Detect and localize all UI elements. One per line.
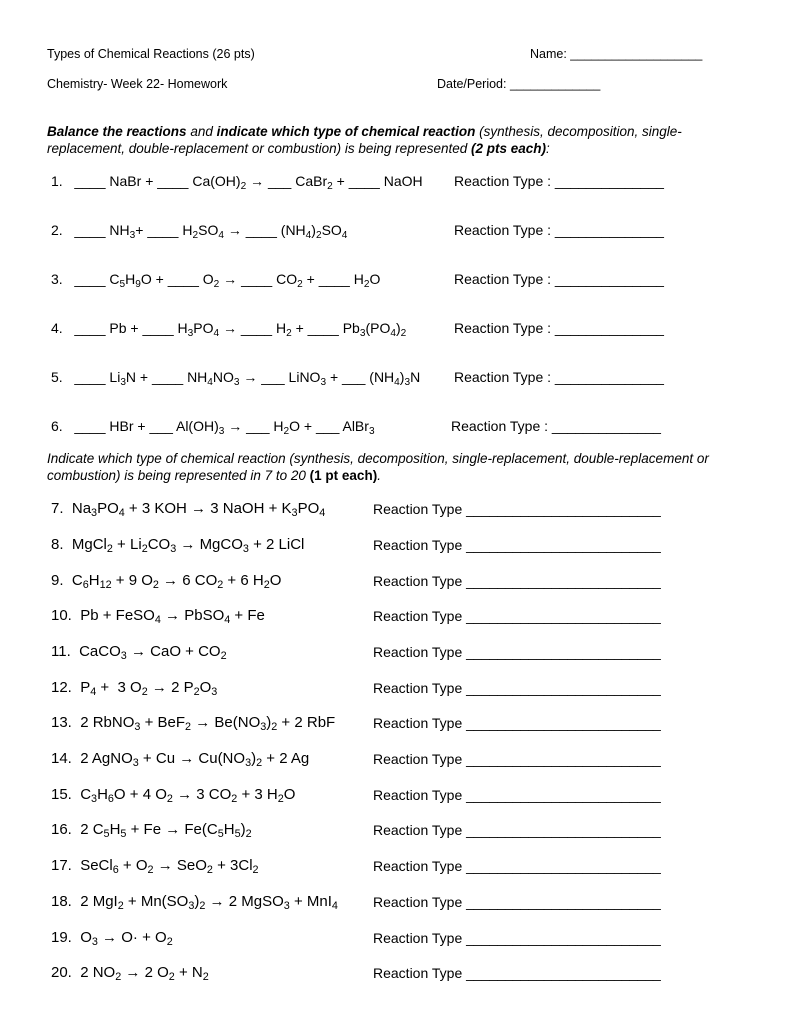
reaction-9: 9. $C_6H_{12} + 9$ $O_2 \to 6$ $CO_2 + 6$ $H_2O$ (51, 572, 282, 592)
reaction-type-16: Reaction Type _________________________ (373, 822, 661, 838)
reaction-10: 10. Pb + FeSO$_4$ → PbSO$_4$ + Fe (51, 607, 265, 627)
part1-instructions: Balance the reactions and indicate which type of chemical reaction (synthesis, decomposition, single-replacement, double-replacement or combustion) is being represented (2 pts each): (47, 124, 682, 156)
reaction-20: 20. 2 $NO_2 \to 2$ $O_2 + N_2$ (51, 964, 209, 984)
reaction-type-17: Reaction Type _________________________ (373, 858, 661, 874)
course-label: Chemistry- Week 22- Homework (47, 77, 228, 91)
reaction-type-10: Reaction Type _________________________ (373, 608, 661, 624)
name-field: Name: ___________________ (530, 47, 703, 61)
reaction-8: 8. MgCl$_2$ + $Li_2CO_3$ → MgCO$_3$ + 2 LiCl (51, 536, 305, 556)
reaction-16: 16. 2 $C_5H_5 + Fe \to Fe(C_5H_5)_2$ (51, 821, 252, 841)
reaction-type-20: Reaction Type _________________________ (373, 965, 661, 981)
reaction-type-1: Reaction Type : ______________ (454, 173, 664, 189)
reaction-15: 15. $C_3H_6O + 4$ $O_2 \to 3$ $CO_2 + 3$ $H_2O$ (51, 786, 296, 806)
reaction-type-15: Reaction Type _________________________ (373, 787, 661, 803)
reaction-type-6: Reaction Type : ______________ (451, 418, 661, 434)
reaction-type-7: Reaction Type _________________________ (373, 501, 661, 517)
reaction-type-19: Reaction Type _________________________ (373, 930, 661, 946)
reaction-12: 12. $P_4 + 3$ $O_2 \to 2$ $P_2O_3$ (51, 679, 218, 699)
reaction-5: 5. ____ $Li_3N$ + ____ $NH_4NO_3$ → ___ LiNO$_3$ + ___ $(NH_4)_3N$ (51, 369, 421, 388)
reaction-type-12: Reaction Type _________________________ (373, 680, 661, 696)
part2-instructions: Indicate which type of chemical reaction (synthesis, decomposition, single-replacement, double-replacement or combustion) is being represented in 7 to 20 (1 pt each). (47, 451, 709, 483)
reaction-17: 17. SeCl$_6$ + $O_2 \to SeO_2 + 3Cl_2$ (51, 857, 259, 877)
date-period-field: Date/Period: _____________ (437, 77, 601, 91)
reaction-14: 14. 2 AgNO$_3$ + $Cu \to Cu(NO_3)_2 + 2$ Ag (51, 750, 310, 770)
reaction-13: 13. 2 RbNO$_3$ + $BeF_2 \to Be(NO_3)_2 + 2$ RbF (51, 714, 336, 734)
reaction-4: 4. ____ Pb + ____ $H_3PO_4$ → ____ $H_2$ + ____ $Pb_3(PO_4)_2$ (51, 320, 407, 339)
reaction-type-5: Reaction Type : ______________ (454, 369, 664, 385)
reaction-type-8: Reaction Type _________________________ (373, 537, 661, 553)
reaction-type-4: Reaction Type : ______________ (454, 320, 664, 336)
reaction-11: 11. CaCO$_3$ → CaO + $CO_2$ (51, 643, 227, 663)
reaction-3: 3. ____ $C_5H_9O$ + ____ $O_2$ → ____ $CO_2$ + ____ $H_2O$ (51, 271, 381, 290)
reaction-type-13: Reaction Type _________________________ (373, 715, 661, 731)
reaction-1: 1. ____ NaBr + ____ $Ca(OH)_2$ → ___ CaBr$_2$ + ____ NaOH (51, 173, 423, 192)
reaction-type-18: Reaction Type _________________________ (373, 894, 661, 910)
reaction-type-14: Reaction Type _________________________ (373, 751, 661, 767)
reaction-7: 7. $Na_3PO_4 + 3$ KOH → 3 NaOH + $K_3PO_4$ (51, 500, 326, 520)
reaction-18: 18. 2 $MgI_2 + Mn(SO_3)_2 \to 2$ MgSO$_3$ + MnI$_4$ (51, 893, 338, 913)
reaction-type-2: Reaction Type : ______________ (454, 222, 664, 238)
reaction-19: 19. $O_3 \to O\cdot + O_2$ (51, 929, 173, 949)
worksheet-title: Types of Chemical Reactions (26 pts) (47, 47, 255, 61)
reaction-2: 2. ____ $NH_3+$ ____ $H_2SO_4$ → ____ $(NH_4)_2SO_4$ (51, 222, 348, 241)
reaction-6: 6. ____ HBr + ___ $Al(OH)_3$ → ___ $H_2O$ + ___ AlBr$_3$ (51, 418, 375, 437)
reaction-type-9: Reaction Type _________________________ (373, 573, 661, 589)
reaction-type-11: Reaction Type _________________________ (373, 644, 661, 660)
reaction-type-3: Reaction Type : ______________ (454, 271, 664, 287)
